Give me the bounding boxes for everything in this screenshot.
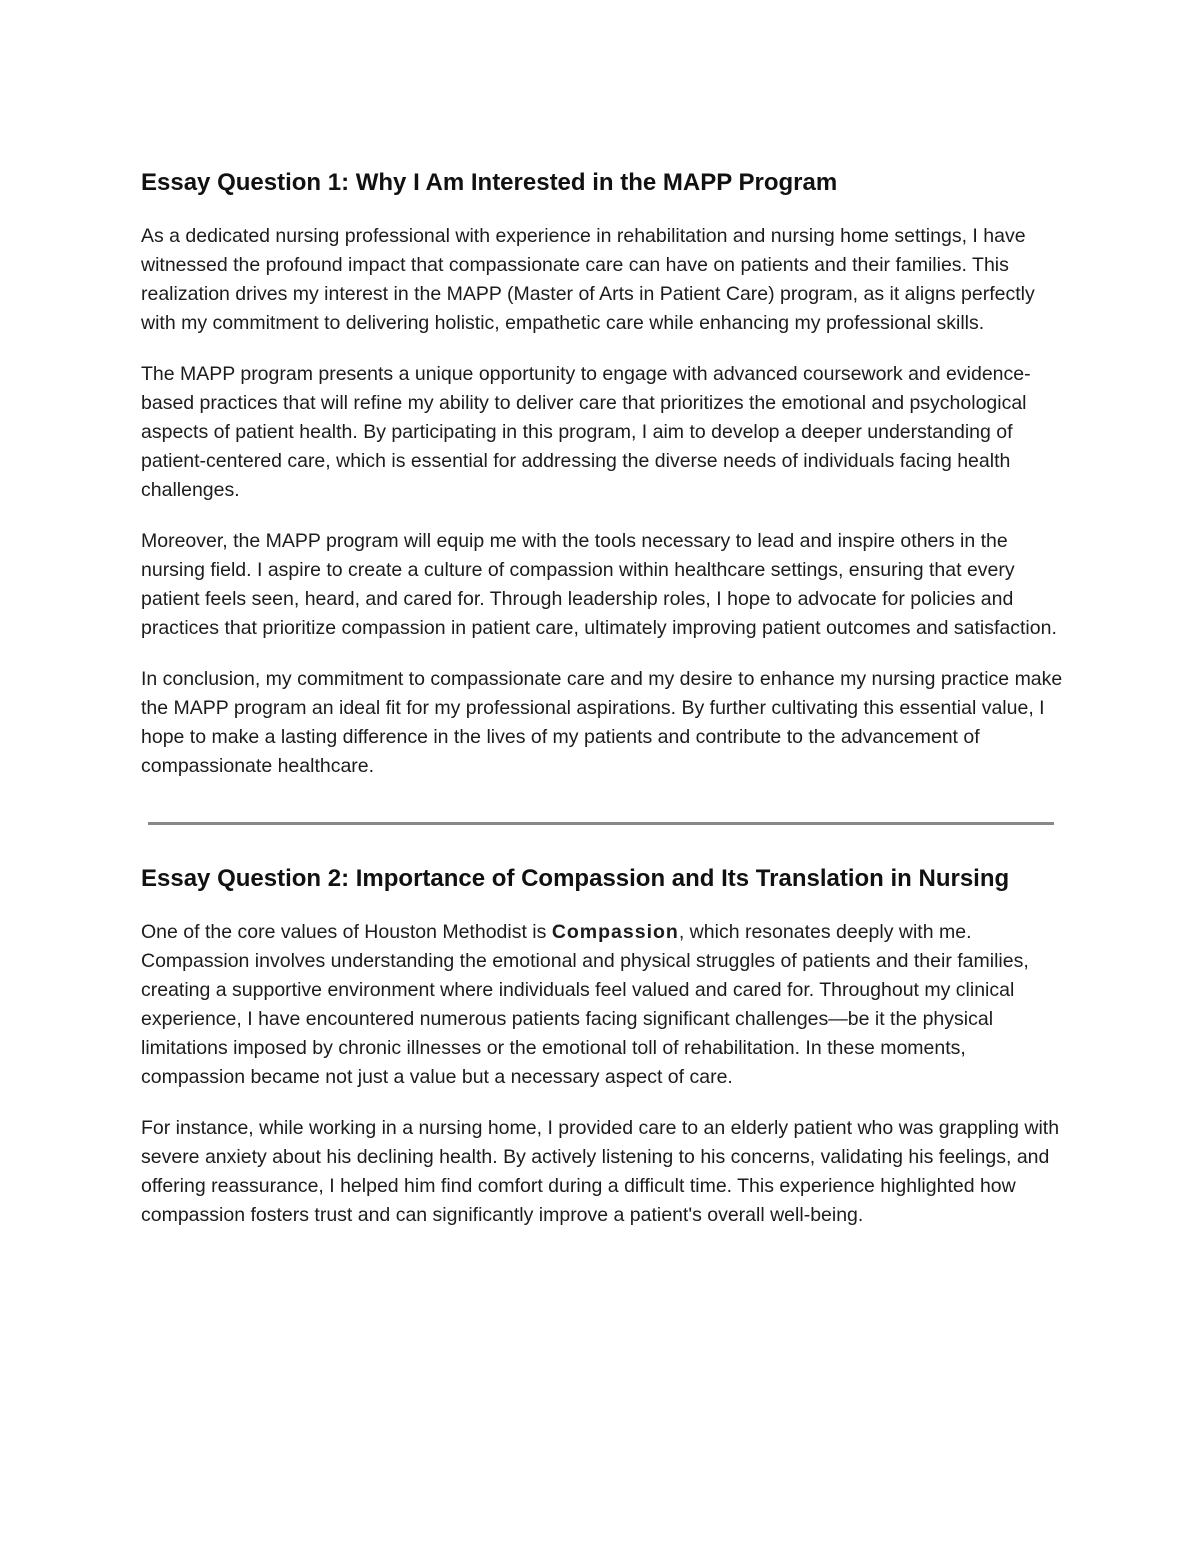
document-body: [141, 166, 1066, 1230]
section-2-paragraph-2: For instance, while working in a nursing home, I provided care to an elderly patient who was grappling with severe anxiety about his declining health. By actively listening to his concerns, validating his feelings, and offering reassurance, I helped him find comfort during a difficult time. This experience highlighted how compassion fosters trust and can significantly improve a patient's overall well-being.: [141, 1117, 1060, 1226]
section-1-paragraph-2: The MAPP program presents a unique opportunity to engage with advanced coursework and evidence-based practices that will refine my ability to deliver care that prioritizes the emotional and psychological aspects of patient health. By participating in this program, I aim to develop a deeper understanding of patient-centered care, which is essential for addressing the diverse needs of individuals facing health challenges.: [141, 363, 1031, 501]
section-1-paragraph-3: Moreover, the MAPP program will equip me with the tools necessary to lead and inspire others in the nursing field. I aspire to create a culture of compassion within healthcare settings, ensuring that every patient feels seen, heard, and cared for. Through leadership roles, I hope to advocate for policies and practices that prioritize compassion in patient care, ultimately improving patient outcomes and satisfaction.: [141, 530, 1057, 639]
section-2-paragraph-1: [141, 918, 1066, 1092]
section-1-paragraph-4: In conclusion, my commitment to compassionate care and my desire to enhance my nursing practice make the MAPP program an ideal fit for my professional aspirations. By further cultivating this essential value, I hope to make a lasting difference in the lives of my patients and contribute to the advancement of compassionate healthcare.: [141, 668, 1063, 777]
section-2-heading: Essay Question 2: Importance of Compassion and Its Translation in Nursing: [141, 865, 1010, 892]
section-2-paragraph-1-lead: One of the core values of Houston Methodist is: [141, 921, 552, 943]
section-1-paragraph-1: As a dedicated nursing professional with experience in rehabilitation and nursing home settings, I have witnessed the profound impact that compassionate care can have on patients and their families. This realization drives my interest in the MAPP (Master of Arts in Patient Care) program, as it aligns perfectly with my commitment to delivering holistic, empathetic care while enhancing my professional skills.: [141, 225, 1035, 334]
section-2-paragraph-1-rest: , which resonates deeply with me. Compassion involves understanding the emotional and physical struggles of patients and their families, creating a supportive environment where individuals feel valued and cared for. Throughout my clinical experience, I have encountered numerous patients facing significant challenges—be it the physical limitations imposed by chronic illnesses or the emotional toll of rehabilitation. In these moments, compassion became not just a value but a necessary aspect of care.: [141, 921, 1029, 1088]
compassion-bold-term: Compassion: [551, 921, 679, 943]
section-1-heading: Essay Question 1: Why I Am Interested in the MAPP Program: [141, 169, 838, 196]
section-divider: [148, 822, 1054, 825]
